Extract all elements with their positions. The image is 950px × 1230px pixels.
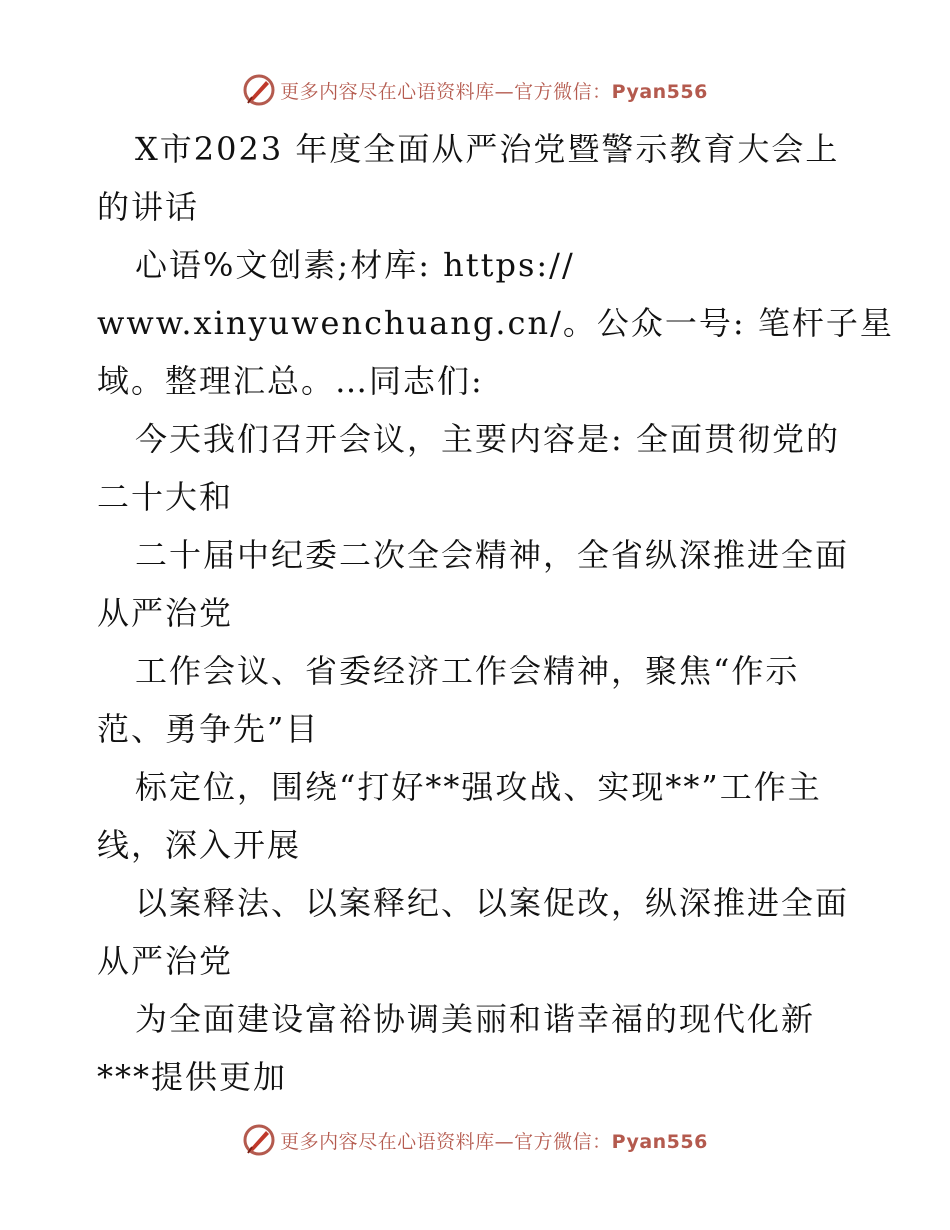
source-line: 域。整理汇总。…同志们: <box>97 362 484 400</box>
paragraph-line: 二十大和 <box>97 478 234 516</box>
wechat-id: Pyan556 <box>611 80 708 103</box>
paragraph <box>97 990 857 1106</box>
paragraph <box>97 410 857 526</box>
footer-watermark-banner <box>0 1118 950 1162</box>
paragraph-line: 标定位，围绕“打好**强攻战、实现**”工作主 <box>135 768 822 806</box>
watermark-text <box>280 77 708 104</box>
document-title <box>97 120 857 236</box>
source-line: www.xinyuwenchuang.cn/。公众一号: 笔杆子星 <box>97 304 894 342</box>
paragraph-line: 为全面建设富裕协调美丽和谐幸福的现代化新 <box>135 1000 816 1038</box>
paragraph-line: 从严治党 <box>97 942 234 980</box>
document-body <box>97 120 894 1106</box>
watermark-label: 更多内容尽在心语资料库—官方微信： <box>280 1130 612 1153</box>
source-note <box>97 236 894 410</box>
title-line: 的讲话 <box>97 188 200 226</box>
paragraph-line: 范、勇争先”目 <box>97 710 320 748</box>
header-watermark-banner <box>0 68 950 112</box>
paragraph-line: 二十届中纪委二次全会精神，全省纵深推进全面 <box>135 536 850 574</box>
paragraph-line: 工作会议、省委经济工作会精神，聚焦“作示 <box>135 652 800 690</box>
paragraph <box>97 642 857 758</box>
wechat-id: Pyan556 <box>611 1130 708 1153</box>
paragraph-line: 今天我们召开会议，主要内容是: 全面贯彻党的 <box>135 420 840 458</box>
quill-logo-icon <box>242 1123 276 1157</box>
watermark-text <box>280 1127 708 1154</box>
paragraph <box>97 526 857 642</box>
quill-logo-icon <box>242 73 276 107</box>
paragraph-line: 以案释法、以案释纪、以案促改，纵深推进全面 <box>135 884 850 922</box>
title-line: X市2023 年度全面从严治党暨警示教育大会上 <box>135 130 840 168</box>
paragraph <box>97 874 857 990</box>
paragraph-line: 线，深入开展 <box>97 826 302 864</box>
paragraph-line: 从严治党 <box>97 594 234 632</box>
paragraph-line: ***提供更加 <box>97 1058 288 1096</box>
paragraph <box>97 758 857 874</box>
source-line: 心语%文创素;材库: https:// <box>135 246 575 284</box>
watermark-label: 更多内容尽在心语资料库—官方微信： <box>280 80 612 103</box>
